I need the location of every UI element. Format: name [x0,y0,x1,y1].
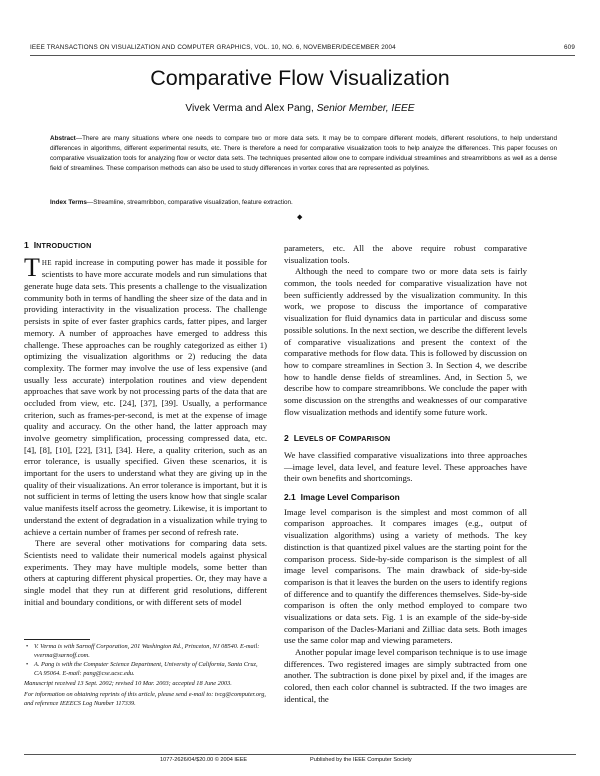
section-1-text: rapid increase in computing power has made it possible for scientists to have more accurate models and run simulations that generate huge data sets. This presents a challenge to the visualization community both in terms of handling the sheer size of the data and in providing interactivity in the visualization process. The challenge persists in spite of ever faster graphics cards, fatter pipes, and larger memory. A number of approaches have emerged to address this challenge. These approaches can be roughly categorized as either 1) optimizing the visualization algorithms or 2) reducing the data complexity. The former may involve the use of less expensive (and usually less accurate) interpolation routines and view dependent approaches that save work by not processing parts of the data that are occluded from view, etc. [24], [37], [39]. Usually, a performance criterion, such as frames-per-second, is met at the expense of image quality and accuracy. On the other hand, the latter approach may involve geometry simplification, processing compressed data, etc. [4], [8], [10], [22], [31], [34]. Here, a quality criterion, such as an error tolerance, is usually specified. Given these scenarios, it is important for the users to understand what they are giving up in the quality of their visualizations. An error tolerance is important, but it is not sufficient in terms of letting the users know how that single scalar value manifests itself across the geometry. Likewise, it is important to understand the extent of degradation in a visualization while trying to achieve a certain number of frames per second of refresh rate. [24,256,268,537]
section-2-1-heading [284,492,527,504]
separator-diamond: ◆ [297,213,303,221]
footnotes [24,643,267,708]
section-2-paragraph: We have classified comparative visualizations into three approaches—image level, data level, and feature level. These approaches have their own benefits and shortcomings. [284,450,527,484]
index-terms-text: —Streamline, streamribbon, comparative visualization, feature extraction. [86,199,293,206]
footnote-bullet: • [26,643,29,650]
paper-title: Comparative Flow Visualization [150,66,450,90]
section-2-title-initial: C [338,433,345,444]
section-2-title-initial: L [293,433,300,444]
left-column [24,240,267,608]
manuscript-dates: Manuscript received 13 Sept. 2002; revised 10 Mar. 2003; accepted 18 June 2003. [24,680,232,688]
section-2-number: 2 [284,433,289,444]
section-1-title-rest: NTRODUCTION [36,241,92,250]
issn-copyright: 1077-2626/04/$20.00 © 2004 IEEE [160,757,248,763]
footnote-bullet: • [26,661,29,669]
section-2-title-rest: EVELS OF [299,434,337,444]
reprint-info: For information on obtaining reprints of this article, please send e-mail to: tvcg@computer.org, and reference IEEECS Log Number 117339. [24,690,266,707]
abstract [50,134,557,175]
abstract-text: —There are many situations where one needs to compare two or more data sets. It may be to compare different models, different resolutions, to help understand differences in algorithms, different experimental results, etc. There is therefore a need for comparative visualization tools to help analyze the differences. This paper focuses on comparative visualization tools for analyzing flow or vector data sets. The techniques presented allow one to compare individual streamlines and streamribbons as well as a dense field of streamlines. These comparison methods can also be used to study differences in vortex cores that are represented as polylines. [50,135,557,173]
section-1-paragraph: There are several other motivations for comparing data sets. Scientists need to validate their numerical models against physical experiments. They may have multiple models, some better than others at capturing different physical properties. Or, they may have a single model that they run at different grid resolutions, different initial and boundary conditions, or with different sets of model [24,538,267,607]
section-1-number: 1 [24,240,29,250]
author-line [0,103,600,114]
section-1-paragraph: Although the need to compare two or more data sets is fairly common, the tools needed for comparative visualization have not been sufficiently addressed by the visualization community. In this work, we propose to discuss the importance of comparative visualization for fluid dynamics data in particular and discuss some possible solutions. In the next section, we describe the different levels of comparative visualizations and present the context of the comparative methods for flow data. This is followed by discussion on how to compare streamlines in Section 3. In Section 4, we describe how to handle dense fields of streamlines. And, in Section 5, we describe how to compare streamribbons. We conclude the paper with some discussion on the strengths and weaknesses of our comparative flow visualization methods and identify some future work. [284,266,527,417]
footnote-text: A. Pang is with the Computer Science Department, University of California, Santa Cruz, CA 95064. E-mail: pang@cse.ucsc.edu. [34,661,258,677]
publisher-line: Published by the IEEE Computer Society [310,757,412,763]
running-header [30,44,575,51]
footnote-rule [24,639,90,640]
lead-word: HE [41,258,52,267]
drop-cap: T [24,252,40,282]
section-2-title-rest: OMPARISON [344,434,391,444]
section-1-paragraph [24,252,268,539]
section-2-1-paragraph: Image level comparison is the simplest and most common of all comparison approaches. It compares images (e.g., output of visualization algorithms) using a variety of methods. The key distinction is that quantized pixel values are the starting point for the comparison process. Side-by-side comparison is the simplest of all image level comparisons. The main drawback of side-by-side comparison is that it leaves the burden on the users to identify regions of difference and to quantify the differences themselves. Side-by-side comparison is often the only method employed to compare two visualizations or data sets. Fig. 1 is an example of the side-by-side comparison of the Dacles-Mariani and Zilliac data sets. Both images use the same color map and viewing parameters. [284,506,527,646]
journal-header: IEEE TRANSACTIONS ON VISUALIZATION AND COMPUTER GRAPHICS, VOL. 10, NO. 6, NOVEMBER/DECEMBER 2004 [30,44,396,51]
header-rule [30,55,575,56]
section-1-heading [24,240,267,252]
author-membership: Senior Member, IEEE [316,103,415,114]
section-1-paragraph: parameters, etc. All the above require robust comparative visualization tools. [284,243,527,265]
footer-rule [24,754,576,755]
section-1-title-initial: I [33,240,37,250]
footnote-affiliation [24,661,267,678]
section-2-1-title: Image Level Comparison [300,492,400,503]
section-2-1-paragraph: Another popular image level comparison technique is to use image differences. Two registered images are simply subtracted from one another. The subtraction is done pixel by pixel and, if the images are colored, then each color channel is subtracted. If the two images are identical, the [284,647,527,704]
page-number: 609 [564,44,575,51]
index-terms [50,198,557,208]
right-column [284,243,527,705]
footnote-affiliation [24,643,267,660]
footnote-text: V. Verma is with Sarnoff Corporation, 201 Washington Rd., Princeton, NJ 08540. E-mail: vverma@sarnoff.com. [34,643,260,659]
abstract-label: Abstract [50,135,76,142]
author-names: Vivek Verma and Alex Pang, [185,103,314,114]
index-terms-label: Index Terms [50,199,87,206]
section-2-1-number: 2.1 [284,492,296,503]
section-2-heading [284,433,527,445]
